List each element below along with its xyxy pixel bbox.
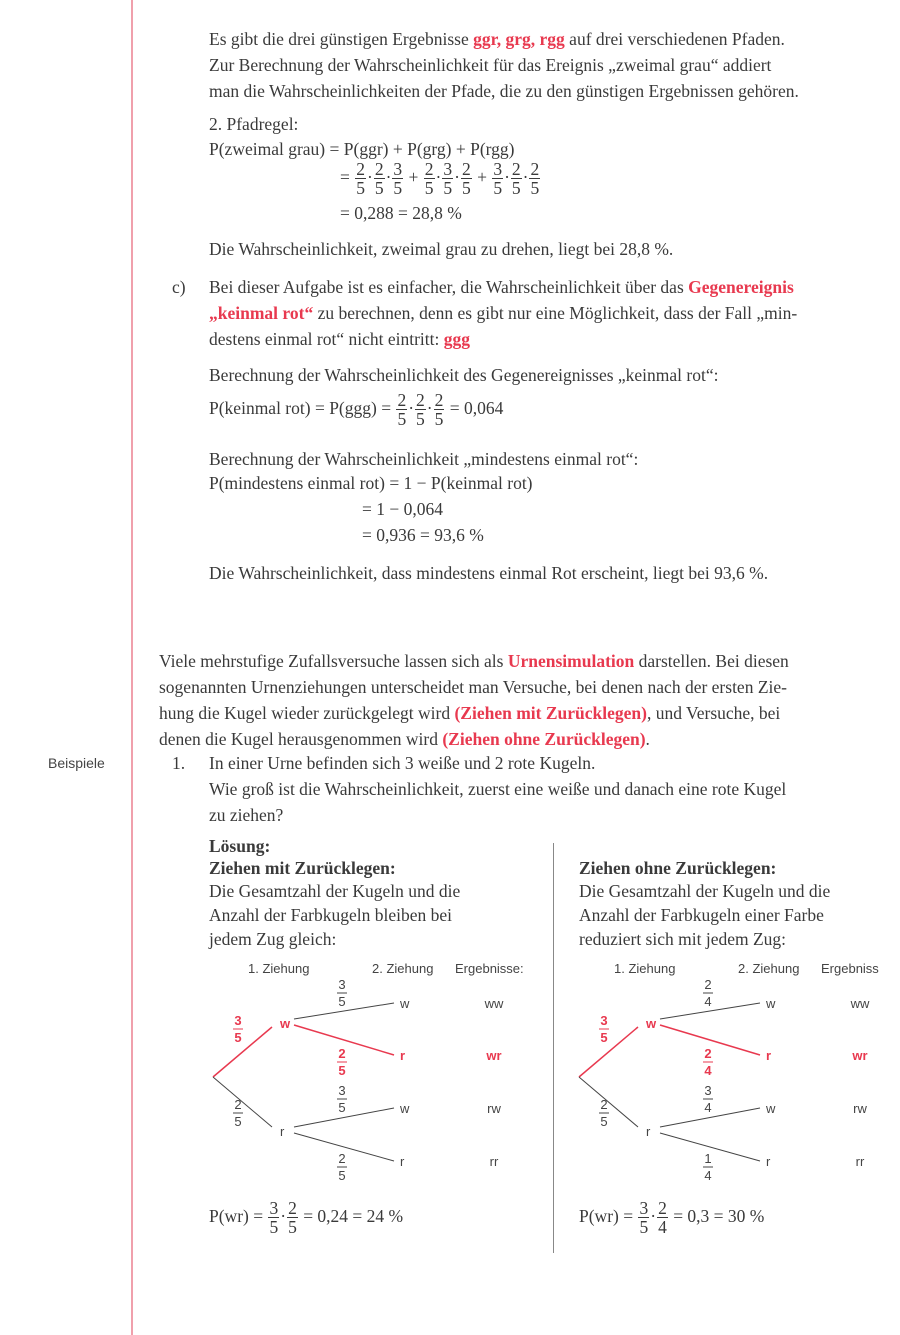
numerator: 2 [374,159,384,180]
prob-numerator: 2 [704,1046,712,1061]
times-sign: · [504,167,510,187]
math-text: = [340,167,355,187]
text-line: hung die Kugel wieder zurückgelegt wird (Ziehen mit Zurücklegen), und Versuche, bei [159,703,781,723]
text-line: Es gibt die drei günstigen Ergebnisse ggr, grg, rgg auf drei verschiedenen Pfaden. [209,29,785,49]
math-text: = 0,24 = 24 % [298,1206,404,1226]
tree-branch [579,1027,638,1077]
plus-sign: + [404,167,423,187]
plus-sign: + [472,167,492,187]
prob-denominator: 5 [338,1100,346,1115]
column-title: Ziehen ohne Zurücklegen: [579,858,777,878]
fraction [511,160,522,197]
times-sign: · [408,398,415,418]
fraction [529,160,540,197]
tree-header: 2. Ziehung [372,961,434,976]
numerator: 3 [493,159,503,180]
numerator: 2 [511,159,521,180]
denominator: 5 [511,178,521,199]
tree-node: w [400,996,410,1011]
branch-probability [233,1013,243,1045]
favorable-outcomes: ggr, grg, rgg [473,29,565,49]
prob-numerator: 3 [704,1083,712,1098]
tree-node: r [280,1124,285,1139]
denominator: 5 [397,409,407,430]
tree-node: w [646,1016,657,1031]
tree-header: 2. Ziehung [738,961,800,976]
fraction [461,160,472,197]
equation-fractions [340,159,541,197]
times-sign: · [435,167,442,187]
prob-denominator: 4 [704,994,712,1009]
term-urnensimulation: Urnensimulation [507,651,635,671]
times-sign: · [650,1206,657,1226]
numerator: 2 [434,390,444,411]
column-divider [553,843,554,1253]
text-line: Bei dieser Aufgabe ist es einfacher, die Wahrscheinlichkeit über das Gegenereignis [209,277,794,297]
prob-numerator: 2 [338,1151,346,1166]
text-line: sogenannten Urnenziehungen unterscheidet man Versuche, bei denen nach der ersten Zie- [159,677,787,697]
tree-header: 1. Ziehung [614,961,676,976]
tree-branch [213,1077,272,1127]
column-desc: Die Gesamtzahl der Kugeln und die [209,881,461,901]
column-desc: Anzahl der Farbkugeln bleiben bei [209,905,452,925]
equation: P(mindestens einmal rot) = 1 − P(keinmal rot) [209,473,533,493]
numerator: 2 [658,1198,667,1219]
fraction [268,1199,279,1236]
tree-diagram-with-replacement [200,955,550,1185]
numerator: 2 [461,159,471,180]
result-equation [579,1198,764,1236]
math-text: P(wr) = [209,1206,268,1226]
equation: = 1 − 0,064 [362,499,443,519]
branch-probability [703,1083,713,1115]
fraction [442,160,453,197]
tree-node: r [646,1124,651,1139]
prob-denominator: 5 [338,1063,346,1078]
tree-branch [579,1077,638,1127]
margin-line [131,0,133,1335]
times-sign: · [426,398,433,418]
prob-denominator: 4 [704,1100,712,1115]
question-line: In einer Urne befinden sich 3 weiße und 2 rote Kugeln. [209,753,596,773]
denominator: 5 [493,178,503,199]
calc-title: Berechnung der Wahrscheinlichkeit des Gegenereignisses „keinmal rot“: [209,365,719,385]
numerator: 2 [416,390,425,411]
text-line: „keinmal rot“ zu berechnen, denn es gibt nur eine Möglichkeit, dass der Fall „min- [209,303,798,323]
item-label: c) [172,277,186,297]
column-desc: jedem Zug gleich: [209,929,337,949]
branch-probability [337,1151,347,1183]
denominator: 4 [658,1217,667,1238]
tree-outcome: wr [486,1048,502,1063]
denominator: 5 [356,178,365,199]
denominator: 5 [424,178,434,199]
prob-numerator: 2 [600,1097,608,1112]
column-desc: Die Gesamtzahl der Kugeln und die [579,881,831,901]
conclusion: Die Wahrscheinlichkeit, zweimal grau zu drehen, liegt bei 28,8 %. [209,239,674,259]
prob-denominator: 5 [234,1030,242,1045]
text-line: Zur Berechnung der Wahrscheinlichkeit für das Ereignis „zweimal grau“ addiert [209,55,772,75]
denominator: 5 [461,178,471,199]
fraction [415,391,426,428]
branch-probability [703,1151,713,1183]
prob-numerator: 2 [704,977,712,992]
fraction [374,160,385,197]
prob-numerator: 3 [338,1083,346,1098]
prob-denominator: 5 [600,1114,608,1129]
calc-title: Berechnung der Wahrscheinlichkeit „mindestens einmal rot“: [209,449,639,469]
fraction [287,1199,298,1236]
tree-node: r [766,1048,772,1063]
fraction [638,1199,649,1236]
times-sign: · [522,167,529,187]
question-line: Wie groß ist die Wahrscheinlichkeit, zuerst eine weiße und danach eine rote Kugel [209,779,787,799]
prob-denominator: 4 [704,1063,712,1078]
numerator: 2 [356,159,365,180]
tree-outcome: rr [855,1154,865,1169]
tree-node: r [400,1048,406,1063]
denominator: 5 [288,1217,297,1238]
numerator: 3 [393,159,403,180]
tree-outcome: rr [489,1154,499,1169]
text-line: man die Wahrscheinlichkeiten der Pfade, die zu den günstigen Ergebnissen gehören. [209,81,799,101]
denominator: 5 [393,178,403,199]
prob-numerator: 2 [234,1097,242,1112]
tree-outcome: ww [850,996,870,1011]
tree-node: w [280,1016,291,1031]
tree-node: w [766,996,776,1011]
branch-probability [599,1013,609,1045]
prob-denominator: 4 [704,1168,712,1183]
text-line: denen die Kugel herausgenommen wird (Ziehen ohne Zurücklegen). [159,729,650,749]
tree-outcome: wr [852,1048,868,1063]
column-desc: Anzahl der Farbkugeln einer Farbe [579,905,824,925]
denominator: 5 [269,1217,279,1238]
branch-probability [337,1046,347,1078]
times-sign: · [280,1206,287,1226]
text-line: destens einmal rot“ nicht eintritt: ggg [209,329,470,349]
prob-denominator: 5 [338,1168,346,1183]
fraction [657,1199,668,1236]
fraction [396,391,407,428]
column-desc: reduziert sich mit jedem Zug: [579,929,787,949]
fraction [424,160,435,197]
column-title: Ziehen mit Zurücklegen: [209,858,396,878]
numerator: 3 [443,159,453,180]
tree-header: 1. Ziehung [248,961,310,976]
calc-equation [209,390,503,428]
math-text: = 0,064 [445,398,504,418]
tree-header: Ergebnisse: [455,961,524,976]
branch-probability [233,1097,243,1129]
tree-diagram-without-replacement [566,955,900,1185]
denominator: 5 [416,409,425,430]
tree-branch [213,1027,272,1077]
prob-denominator: 5 [234,1114,242,1129]
equation-result: = 0,288 = 28,8 % [340,203,462,223]
tree-outcome: rw [487,1101,501,1116]
denominator: 5 [434,409,444,430]
tree-node: w [400,1101,410,1116]
denominator: 5 [639,1217,649,1238]
times-sign: · [454,167,460,187]
prob-denominator: 5 [600,1030,608,1045]
numerator: 3 [269,1198,279,1219]
numerator: 3 [639,1198,649,1219]
math-text: P(wr) = [579,1206,638,1226]
branch-probability [337,1083,347,1115]
denominator: 5 [443,178,453,199]
tree-node: r [400,1154,405,1169]
math-text: = 0,3 = 30 % [668,1206,765,1226]
solution-label: Lösung: [209,836,271,856]
prob-numerator: 1 [704,1151,712,1166]
prob-denominator: 5 [338,994,346,1009]
numerator: 2 [288,1198,297,1219]
branch-probability [599,1097,609,1129]
tree-outcome: ww [484,996,504,1011]
denominator: 5 [530,178,540,199]
equation: P(zweimal grau) = P(ggr) + P(grg) + P(rgg) [209,139,515,159]
prob-numerator: 3 [338,977,346,992]
text-line: Viele mehrstufige Zufallsversuche lassen sich als Urnensimulation darstellen. Bei diesen [159,651,789,671]
fraction [392,160,403,197]
branch-probability [703,977,713,1009]
math-text: P(keinmal rot) = P(ggg) = [209,398,396,418]
fraction [434,391,445,428]
tree-node: r [766,1154,771,1169]
numerator: 2 [397,390,407,411]
prob-numerator: 3 [600,1013,608,1028]
question-line: zu ziehen? [209,805,284,825]
rule-label: 2. Pfadregel: [209,114,299,134]
branch-probability [703,1046,713,1078]
tree-node: w [766,1101,776,1116]
side-label-beispiele: Beispiele [48,755,105,771]
numerator: 2 [530,159,540,180]
prob-numerator: 2 [338,1046,346,1061]
branch-probability [337,977,347,1009]
fraction [492,160,503,197]
fraction [355,160,366,197]
prob-numerator: 3 [234,1013,242,1028]
numerator: 2 [424,159,434,180]
tree-header: Ergebniss [821,961,879,976]
equation: = 0,936 = 93,6 % [362,525,484,545]
denominator: 5 [374,178,384,199]
times-sign: · [385,167,392,187]
example-number: 1. [172,753,186,773]
conclusion: Die Wahrscheinlichkeit, dass mindestens einmal Rot erscheint, liegt bei 93,6 %. [209,563,769,583]
tree-outcome: rw [853,1101,867,1116]
times-sign: · [367,167,373,187]
result-equation [209,1198,403,1236]
